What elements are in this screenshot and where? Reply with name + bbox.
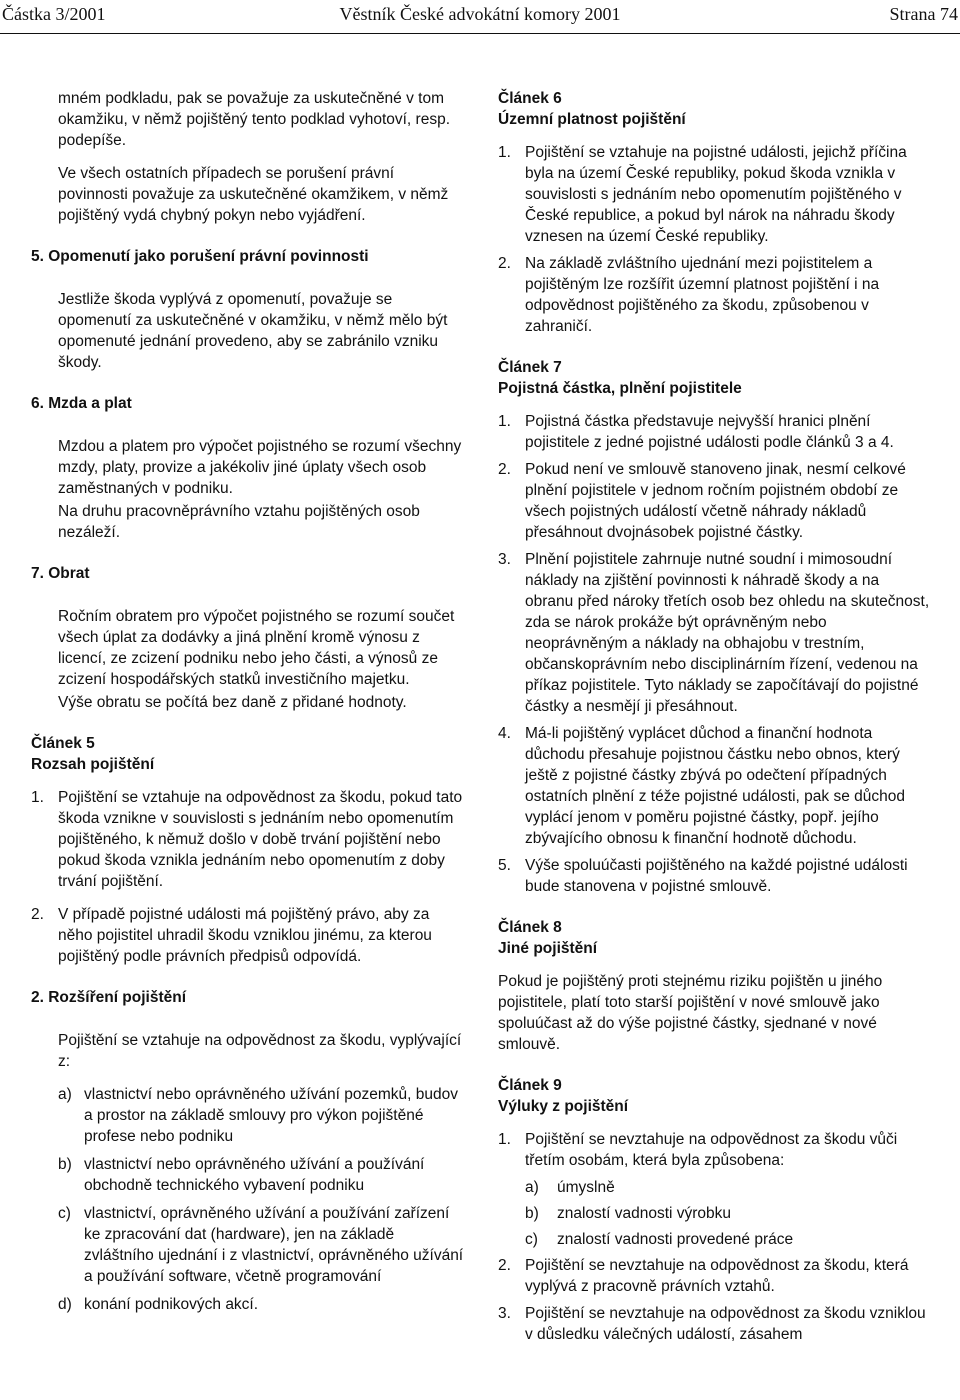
paragraph: Ve všech ostatních případech se porušení právní povinnosti považuje za uskutečněné okamžikem, v němž pojištěný vydá chybný pokyn nebo vyjádření. xyxy=(58,165,449,224)
item-text: Výše spoluúčasti pojištěného na každé pojistné události bude stanovena v pojistné smlouvě. xyxy=(525,857,908,895)
item-number: 2. xyxy=(498,461,511,478)
issue-number: Částka 3/2001 xyxy=(2,4,106,24)
left-column xyxy=(31,88,465,1322)
list-item xyxy=(498,253,930,337)
item-text: úmyslně xyxy=(557,1179,615,1196)
item-number: 2. xyxy=(31,906,44,923)
article-label: Článek 9 xyxy=(498,1077,562,1094)
paragraph: Ročním obratem pro výpočet pojistného se rozumí součet všech úplat za dodávky a jiná plnění kromě výnosu z licencí, ze zcizení podniku nebo jeho části, a výnosů ze zcizení hospodářských statků investičního majetku. xyxy=(58,608,455,688)
article-label: Článek 7 xyxy=(498,359,562,376)
article-label: Článek 6 xyxy=(498,90,562,107)
list-item xyxy=(498,549,930,717)
right-column xyxy=(498,88,930,1351)
list-item xyxy=(498,411,930,453)
list-item xyxy=(58,1154,465,1196)
item-text: konání podnikových akcí. xyxy=(84,1296,259,1313)
paragraph: Jestliže škoda vyplývá z opomenutí, považuje se opomenutí za uskutečněné v okamžiku, v němž mělo být opomenuté jednání provedeno, aby se zabránilo vzniku škody. xyxy=(58,291,448,371)
item-number: 1. xyxy=(498,1131,511,1148)
article-title: Územní platnost pojištění xyxy=(498,111,686,128)
article-label: Článek 8 xyxy=(498,919,562,936)
item-number: 1. xyxy=(31,789,44,806)
article-heading xyxy=(498,88,930,130)
page-header xyxy=(0,0,960,34)
item-text: Na základě zvláštního ujednání mezi pojistitelem a pojištěným lze rozšířit územní platnost pojištění i na odpovědnost pojištěného za škodu, způsobenou v zahraničí. xyxy=(525,255,880,335)
item-text: vlastnictví nebo oprávněného užívání pozemků, budov a prostor na základě smlouvy pro výkon pojištěné profese nebo podniku xyxy=(84,1086,458,1145)
item-text: Pojištění se nevztahuje na odpovědnost za škodu vůči třetím osobám, která byla způsobena: xyxy=(525,1131,898,1169)
item-text: znalostí vadnosti provedené práce xyxy=(557,1231,794,1248)
list-item xyxy=(498,1129,930,1171)
article-title: Jiné pojištění xyxy=(498,940,598,957)
paragraph: Výše obratu se počítá bez daně z přidané hodnoty. xyxy=(58,694,407,711)
list-item xyxy=(498,723,930,849)
article-title: Rozsah pojištění xyxy=(31,756,155,773)
list-item xyxy=(498,142,930,247)
article-heading xyxy=(498,1075,930,1117)
list-item xyxy=(498,855,930,897)
item-text: vlastnictví nebo oprávněného užívání a používání obchodně technického vybavení podniku xyxy=(84,1156,425,1194)
article-title: Pojistná částka, plnění pojistitele xyxy=(498,380,742,397)
sub-list-item xyxy=(525,1203,930,1224)
item-number: 3. xyxy=(498,551,511,568)
item-letter: c) xyxy=(58,1205,71,1222)
paragraph: Na druhu pracovněprávního vztahu pojištěných osob nezáleží. xyxy=(58,503,420,541)
item-letter: d) xyxy=(58,1296,72,1313)
article-label: Článek 5 xyxy=(31,735,95,752)
item-number: 4. xyxy=(498,725,511,742)
item-text: Pojištění se nevztahuje na odpovědnost za škodu vzniklou v důsledku válečných událostí, zásahem xyxy=(525,1305,926,1343)
list-item xyxy=(58,1294,465,1315)
item-number: 3. xyxy=(498,1305,511,1322)
article-heading xyxy=(498,917,930,959)
item-text: Pojištění se vztahuje na pojistné události, jejichž příčina byla na území České republiky, pokud škoda vznikla v souvislosti s jednáním nebo opomenutím pojištěného v České republice, a pokud byl nárok na náhradu škody vznesen na území České republiky. xyxy=(525,144,907,245)
list-item xyxy=(31,904,465,967)
item-text: Pojištění se nevztahuje na odpovědnost za škodu, která vyplývá z pracovně právních vztahů. xyxy=(525,1257,909,1295)
item-number: 1. xyxy=(498,413,511,430)
item-letter: b) xyxy=(58,1156,72,1173)
journal-title: Věstník České advokátní komory 2001 xyxy=(339,4,621,24)
list-item xyxy=(31,787,465,892)
item-letter: a) xyxy=(58,1086,72,1103)
paragraph: Pokud je pojištěný proti stejnému riziku pojištěn u jiného pojistitele, platí toto starší pojištění v nové smlouvě jako spoluúčast až do výše pojistné částky, sjednané v nové smlouvě. xyxy=(498,973,883,1053)
section-heading: 5. Opomenutí jako porušení právní povinnosti xyxy=(31,248,369,265)
article-title: Výluky z pojištění xyxy=(498,1098,629,1115)
item-number: 2. xyxy=(498,255,511,272)
list-item xyxy=(498,1255,930,1297)
item-text: V případě pojistné události má pojištěný právo, aby za něho pojistitel uhradil škodu vzniklou jinému, za kterou pojištěný podle právních předpisů odpovídá. xyxy=(58,906,432,965)
list-item xyxy=(498,1303,930,1345)
item-text: Má-li pojištěný vyplácet důchod a finanční hodnota důchodu přesahuje pojistnou částku nebo obnos, který ještě z pojistné částky zbývá po odečtení případných ostatních plnění z téže pojistné události, pak se důchod vyplácí jenom v poměru pojistné částky, popř. jejího zbývajícího obnosu k finanční hodnotě důchodu. xyxy=(525,725,905,847)
section-heading: 7. Obrat xyxy=(31,565,90,582)
paragraph: Mzdou a platem pro výpočet pojistného se rozumí všechny mzdy, platy, provize a jakékoliv jiné úplaty všech osob zaměstnaných v podniku. xyxy=(58,438,462,497)
item-number: 5. xyxy=(498,857,511,874)
continued-paragraph: mném podkladu, pak se považuje za uskutečněné v tom okamžiku, v němž pojištěný tento podklad vyhotoví, resp. podepíše. xyxy=(58,90,451,149)
item-letter: b) xyxy=(525,1205,539,1222)
item-letter: c) xyxy=(525,1231,538,1248)
item-text: znalostí vadnosti výrobku xyxy=(557,1205,732,1222)
sub-list-item xyxy=(525,1177,930,1198)
list-item xyxy=(498,459,930,543)
list-item xyxy=(58,1203,465,1287)
item-text: Pokud není ve smlouvě stanoveno jinak, nesmí celkové plnění pojistitele v jednom ročním pojistném období ze všech pojistných událostí včetně náhrady nákladů přesáhnout dvojnásobek pojistné částky. xyxy=(525,461,906,541)
page-number: Strana 74 xyxy=(889,4,958,24)
paragraph: Pojištění se vztahuje na odpovědnost za škodu, vyplývající z: xyxy=(58,1032,462,1070)
sub-list-item xyxy=(525,1229,930,1250)
item-letter: a) xyxy=(525,1179,539,1196)
item-number: 2. xyxy=(498,1257,511,1274)
item-text: vlastnictví, oprávněného užívání a používání zařízení ke zpracování dat (hardware), jen na základě zvláštního ujednání i z vlastnictví, oprávněného užívání a používání software, včetně programování xyxy=(84,1205,464,1285)
item-number: 1. xyxy=(498,144,511,161)
list-item xyxy=(58,1084,465,1147)
item-text: Plnění pojistitele zahrnuje nutné soudní i mimosoudní náklady na zjištění povinnosti k náhradě škody a na obranu před nároky třetích osob bez ohledu na skutečnost, zda se nárok prokáže být oprávněným nebo neoprávněným a náklady na obhajobu v trestním, občanskoprávním nebo disciplinárním řízení, vedenou na příkaz pojistitele. Tyto náklady se započítávají do pojistné částky a nesmějí ji přesáhnout. xyxy=(525,551,930,715)
item-text: Pojištění se vztahuje na odpovědnost za škodu, pokud tato škoda vznikne v souvislosti s jednáním nebo opomenutím pojištěného, k němuž došlo v době trvání pojištění nebo pokud škoda vznikla jednáním nebo opomenutím z doby trvání pojištění. xyxy=(58,789,463,890)
section-heading: 2. Rozšíření pojištění xyxy=(31,989,187,1006)
article-heading xyxy=(498,357,930,399)
article-heading xyxy=(31,733,465,775)
section-heading: 6. Mzda a plat xyxy=(31,395,132,412)
item-text: Pojistná částka představuje nejvyšší hranici plnění pojistitele z jedné pojistné události podle článků 3 a 4. xyxy=(525,413,894,451)
